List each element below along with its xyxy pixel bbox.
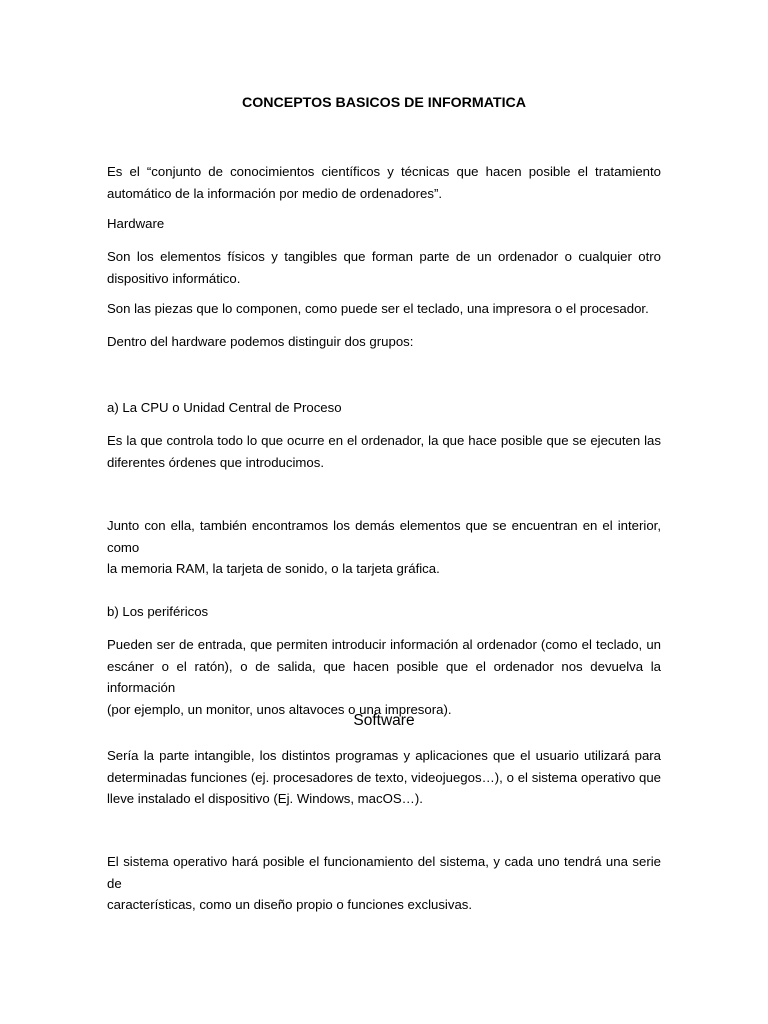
os-line-1: El sistema operativo hará posible el funcionamiento del sistema, y cada uno tendrá una serie de	[107, 854, 661, 891]
elements-line-2: la memoria RAM, la tarjeta de sonido, o la tarjeta gráfica.	[107, 561, 440, 577]
pieces-paragraph	[107, 298, 661, 320]
peripherals-label-text: b) Los periféricos	[107, 604, 209, 619]
peripherals-def-line-2: escáner o el ratón), o de salida, que hacen posible que el ordenador nos devuelva la información	[107, 658, 661, 696]
hardware-label-text: Hardware	[107, 216, 165, 231]
cpu-definition-paragraph	[107, 430, 661, 473]
groups-paragraph	[107, 331, 661, 353]
software-definition-paragraph	[107, 745, 661, 810]
hardware-label	[107, 213, 661, 235]
elements-line-1: Junto con ella, también encontramos los demás elementos que se encuentran en el interior, como	[107, 518, 661, 555]
peripherals-definition-paragraph	[107, 634, 661, 720]
intro-line-2: automático de la información por medio de ordenadores”.	[107, 185, 443, 201]
peripherals-def-line-1: Pueden ser de entrada, que permiten introducir información al ordenador (como el teclado, un	[107, 637, 661, 652]
software-def-line-3: lleve instalado el dispositivo (Ej. Windows, macOS…).	[107, 791, 423, 807]
software-def-line-2: determinadas funciones (ej. procesadores de texto, videojuegos…), o el sistema operativo que	[107, 769, 661, 785]
peripherals-label	[107, 601, 661, 623]
cpu-def-line-2: diferentes órdenes que introducimos.	[107, 454, 324, 470]
intro-paragraph	[107, 161, 661, 204]
hardware-def-line-2: dispositivo informático.	[107, 270, 241, 286]
hardware-definition-paragraph	[107, 246, 661, 289]
hardware-def-line-1: Son los elementos físicos y tangibles que forman parte de un ordenador o cualquier otro	[107, 249, 661, 264]
pieces-text: Son las piezas que lo componen, como puede ser el teclado, una impresora o el procesador.	[107, 301, 649, 316]
elements-paragraph	[107, 515, 661, 580]
os-paragraph	[107, 851, 661, 916]
intro-line-1: Es el “conjunto de conocimientos científicos y técnicas que hacen posible el tratamiento	[107, 164, 661, 179]
groups-text: Dentro del hardware podemos distinguir dos grupos:	[107, 334, 414, 349]
os-line-2: características, como un diseño propio o funciones exclusivas.	[107, 897, 473, 913]
cpu-label	[107, 397, 661, 419]
software-def-line-1: Sería la parte intangible, los distintos programas y aplicaciones que el usuario utilizará para	[107, 748, 661, 763]
software-heading: Software	[353, 712, 415, 729]
cpu-label-text: a) La CPU o Unidad Central de Proceso	[107, 400, 342, 415]
peripherals-def-line-3: (por ejemplo, un monitor, unos altavoces o una impresora).	[107, 701, 452, 717]
cpu-def-line-1: Es la que controla todo lo que ocurre en el ordenador, la que hace posible que se ejecuten las	[107, 433, 661, 448]
document-title: CONCEPTOS BASICOS DE INFORMATICA	[241, 95, 527, 111]
